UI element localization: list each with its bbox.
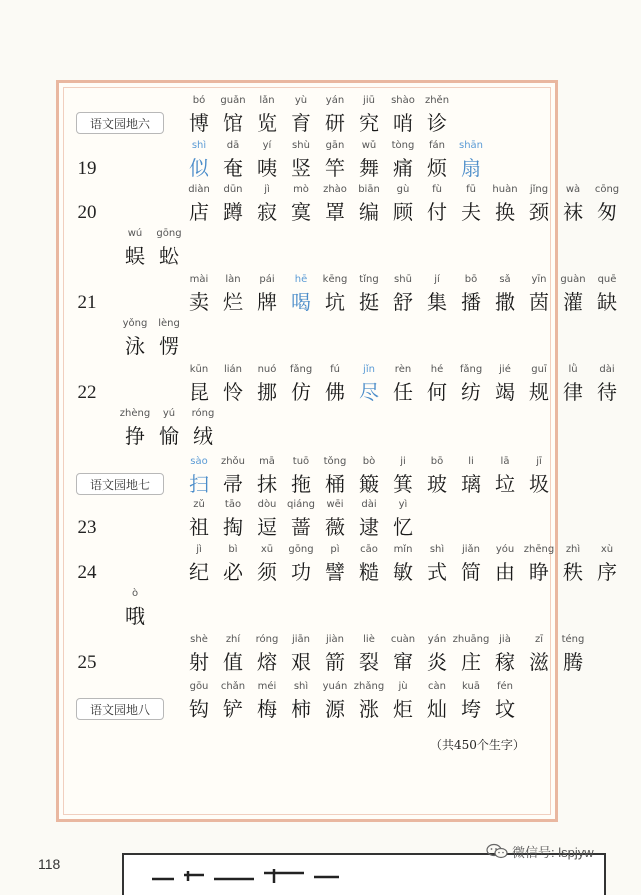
pinyin: fú	[330, 364, 340, 375]
pinyin: zhěn	[424, 95, 450, 106]
hanzi: 怜	[223, 380, 243, 404]
pinyin: wà	[565, 184, 581, 195]
pinyin: yí	[262, 140, 272, 151]
hanzi: 店	[189, 200, 209, 224]
hanzi: 撒	[495, 290, 515, 314]
hanzi: 昆	[189, 380, 209, 404]
pinyin: zǔ	[193, 499, 205, 510]
hanzi: 览	[257, 111, 277, 135]
hanzi: 规	[529, 380, 549, 404]
hanzi: 舒	[393, 290, 413, 314]
pinyin: gōng	[288, 544, 314, 555]
pinyin: hē	[294, 274, 308, 285]
pinyin: téng	[561, 634, 585, 645]
pinyin: liè	[363, 634, 375, 645]
hanzi: 源	[325, 697, 345, 721]
lesson-number: 25	[77, 652, 97, 673]
pinyin: shì	[429, 544, 445, 555]
pinyin: gōu	[189, 681, 209, 692]
hanzi: 育	[291, 111, 311, 135]
pinyin: kuā	[462, 681, 480, 692]
pinyin: yán	[427, 634, 447, 645]
pinyin: yǒng	[122, 318, 148, 329]
pinyin: zhēng	[523, 544, 555, 555]
pinyin: róng	[255, 634, 279, 645]
pinyin: sào	[190, 456, 208, 467]
pinyin: kēng	[322, 274, 348, 285]
pinyin: zhǎng	[353, 681, 385, 692]
pinyin: hé	[430, 364, 444, 375]
wechat-icon	[486, 843, 508, 859]
hanzi: 夫	[461, 200, 481, 224]
pinyin: guǎn	[220, 95, 246, 106]
pinyin: dā	[226, 140, 240, 151]
pinyin: shù	[292, 140, 310, 151]
hanzi: 似	[189, 156, 209, 180]
hanzi: 薇	[325, 515, 345, 539]
hanzi: 蔷	[291, 515, 311, 539]
hanzi: 奄	[223, 156, 243, 180]
pinyin: jǐn	[363, 364, 375, 375]
pinyin: zhǒu	[220, 456, 246, 467]
lesson-number: 24	[77, 562, 97, 583]
pinyin: jī	[536, 456, 542, 467]
pinyin: lǎn	[259, 95, 275, 106]
hanzi: 箕	[393, 472, 413, 496]
hanzi: 任	[393, 380, 413, 404]
pinyin: shū	[394, 274, 412, 285]
hanzi: 律	[563, 380, 583, 404]
hanzi: 诊	[427, 111, 447, 135]
pinyin: zhì	[565, 544, 581, 555]
pinyin: mā	[259, 456, 275, 467]
hanzi: 抹	[257, 472, 277, 496]
pinyin: xū	[260, 544, 274, 555]
hanzi: 熔	[257, 650, 277, 674]
hanzi: 纺	[461, 380, 481, 404]
pinyin: zī	[534, 634, 544, 645]
pinyin: cāo	[360, 544, 378, 555]
hanzi: 玻	[427, 472, 447, 496]
hanzi: 庄	[461, 650, 481, 674]
hanzi: 式	[427, 560, 447, 584]
hanzi: 集	[427, 290, 447, 314]
hanzi: 泳	[125, 334, 145, 358]
hanzi: 待	[597, 380, 617, 404]
pinyin: jiān	[291, 634, 311, 645]
pinyin: fū	[466, 184, 476, 195]
hanzi: 卖	[189, 290, 209, 314]
pinyin: cōng	[594, 184, 620, 195]
pinyin: fén	[496, 681, 513, 692]
pinyin: ò	[131, 588, 139, 599]
pinyin: nuó	[257, 364, 277, 375]
hanzi: 蚣	[159, 244, 179, 268]
hanzi: 挺	[359, 290, 379, 314]
hanzi: 咦	[257, 156, 277, 180]
hanzi: 腾	[563, 650, 583, 674]
pinyin: wǔ	[361, 140, 377, 151]
hanzi: 拖	[291, 472, 311, 496]
hanzi: 功	[291, 560, 311, 584]
hanzi: 垮	[461, 697, 481, 721]
hanzi: 由	[495, 560, 515, 584]
hanzi: 值	[223, 650, 243, 674]
hanzi: 忆	[393, 515, 413, 539]
hanzi: 必	[223, 560, 243, 584]
total-characters-label: （共450个生字）	[430, 738, 525, 752]
pinyin: chǎn	[220, 681, 246, 692]
pinyin: wú	[127, 228, 143, 239]
hanzi: 播	[461, 290, 481, 314]
hanzi: 秩	[563, 560, 583, 584]
pinyin: jǐng	[529, 184, 549, 195]
hanzi: 艰	[291, 650, 311, 674]
hanzi: 敏	[393, 560, 413, 584]
hanzi: 糙	[359, 560, 379, 584]
hanzi: 牌	[257, 290, 277, 314]
pinyin: jià	[499, 634, 511, 645]
pinyin: cuàn	[390, 634, 416, 645]
pinyin: dài	[599, 364, 615, 375]
pinyin: bó	[192, 95, 206, 106]
hanzi: 竿	[325, 156, 345, 180]
hanzi: 竭	[495, 380, 515, 404]
hanzi: 寂	[257, 200, 277, 224]
hanzi: 顾	[393, 200, 413, 224]
lesson-number: 23	[77, 517, 97, 538]
pinyin: tòng	[391, 140, 415, 151]
hanzi: 换	[495, 200, 515, 224]
wechat-watermark	[486, 842, 594, 860]
hanzi: 垃	[495, 472, 515, 496]
lesson-number: 19	[77, 158, 97, 179]
hanzi: 博	[189, 111, 209, 135]
hanzi: 逮	[359, 515, 379, 539]
hanzi: 愉	[159, 424, 179, 448]
hanzi: 绒	[193, 424, 213, 448]
hanzi: 钩	[189, 697, 209, 721]
pinyin: wēi	[326, 499, 344, 510]
hanzi: 缺	[597, 290, 617, 314]
hanzi: 璃	[461, 472, 481, 496]
pinyin: gān	[325, 140, 345, 151]
hanzi: 哦	[125, 604, 145, 628]
hanzi: 馆	[223, 111, 243, 135]
pinyin: tǐng	[359, 274, 379, 285]
pinyin: mò	[293, 184, 309, 195]
pinyin: càn	[428, 681, 446, 692]
hanzi: 簸	[359, 472, 379, 496]
pinyin: zhuāng	[452, 634, 490, 645]
pinyin: tāo	[224, 499, 242, 510]
pinyin: fǎng	[459, 364, 483, 375]
pinyin: sǎ	[499, 274, 511, 285]
pinyin: yán	[325, 95, 345, 106]
pinyin: ji	[400, 456, 406, 467]
watermark-text: 微信号: lspjyw	[512, 844, 594, 860]
hanzi: 坟	[495, 697, 515, 721]
pinyin: gù	[396, 184, 410, 195]
pinyin: rèn	[394, 364, 412, 375]
hanzi: 涨	[359, 697, 379, 721]
pinyin: mǐn	[393, 544, 413, 555]
lesson-number: 22	[77, 382, 97, 403]
pinyin: pì	[330, 544, 340, 555]
pinyin: dūn	[223, 184, 243, 195]
hanzi: 喝	[291, 290, 311, 314]
hanzi: 何	[427, 380, 447, 404]
pinyin: yù	[294, 95, 308, 106]
hanzi: 烂	[223, 290, 243, 314]
hanzi: 哨	[393, 111, 413, 135]
pinyin: lèng	[158, 318, 180, 329]
hanzi: 坑	[325, 290, 345, 314]
hanzi: 炬	[393, 697, 413, 721]
hanzi: 窜	[393, 650, 413, 674]
pinyin: shào	[391, 95, 415, 106]
hanzi: 佛	[325, 380, 345, 404]
hanzi: 须	[257, 560, 277, 584]
hanzi: 灿	[427, 697, 447, 721]
pinyin: mài	[189, 274, 209, 285]
pinyin: yóu	[495, 544, 515, 555]
hanzi: 烦	[427, 156, 447, 180]
hanzi: 罩	[325, 200, 345, 224]
hanzi: 掏	[223, 515, 243, 539]
pinyin: zhí	[225, 634, 241, 645]
hanzi: 睁	[529, 560, 549, 584]
pinyin: dòu	[257, 499, 277, 510]
pinyin: zhào	[323, 184, 347, 195]
pinyin: diàn	[188, 184, 210, 195]
pinyin: yīn	[531, 274, 547, 285]
hanzi: 梅	[257, 697, 277, 721]
pinyin: lǜ	[568, 364, 578, 375]
pinyin: méi	[257, 681, 277, 692]
pinyin: gōng	[156, 228, 182, 239]
hanzi: 研	[325, 111, 345, 135]
pinyin: shè	[190, 634, 208, 645]
hanzi: 圾	[529, 472, 549, 496]
hanzi: 袜	[563, 200, 583, 224]
hanzi: 桶	[325, 472, 345, 496]
hanzi: 扇	[461, 156, 481, 180]
lesson-number: 21	[77, 292, 97, 313]
pinyin: shān	[458, 140, 483, 151]
hanzi: 灌	[563, 290, 583, 314]
hanzi: 简	[461, 560, 481, 584]
pinyin: biān	[358, 184, 380, 195]
pinyin: xù	[600, 544, 614, 555]
hanzi: 挣	[125, 424, 145, 448]
hanzi: 究	[359, 111, 379, 135]
hanzi: 蹲	[223, 200, 243, 224]
pinyin: yì	[398, 499, 408, 510]
pinyin: kūn	[189, 364, 209, 375]
pinyin: yuán	[322, 681, 348, 692]
hanzi: 稼	[495, 650, 515, 674]
hanzi: 匆	[597, 200, 617, 224]
pinyin: bō	[464, 274, 478, 285]
pinyin: fǎng	[289, 364, 313, 375]
pinyin: dài	[361, 499, 377, 510]
pinyin: li	[468, 456, 474, 467]
hanzi: 扫	[189, 472, 209, 496]
page-number: 118	[38, 856, 61, 872]
pinyin: jiàn	[325, 634, 345, 645]
hanzi: 颈	[529, 200, 549, 224]
hanzi: 寞	[291, 200, 311, 224]
hanzi: 炎	[427, 650, 447, 674]
pinyin: bì	[228, 544, 238, 555]
pinyin: jù	[398, 681, 408, 692]
hanzi: 滋	[529, 650, 549, 674]
lesson-number: 20	[77, 202, 97, 223]
hanzi: 尽	[359, 380, 379, 404]
section-badge: 语文园地七	[76, 473, 164, 495]
hanzi: 纪	[189, 560, 209, 584]
pinyin: làn	[225, 274, 241, 285]
pinyin: qiáng	[287, 499, 315, 510]
hanzi: 付	[427, 200, 447, 224]
hanzi: 竖	[291, 156, 311, 180]
pinyin: jì	[264, 184, 270, 195]
pinyin: shì	[293, 681, 309, 692]
pinyin: bò	[362, 456, 376, 467]
section-badge: 语文园地八	[76, 698, 164, 720]
pinyin: guī	[531, 364, 547, 375]
pinyin: jié	[499, 364, 511, 375]
pinyin: jì	[196, 544, 202, 555]
pinyin: jí	[434, 274, 440, 285]
pinyin: pái	[259, 274, 275, 285]
pinyin: fán	[429, 140, 445, 151]
pinyin: lián	[223, 364, 243, 375]
hanzi: 帚	[223, 472, 243, 496]
hanzi: 舞	[359, 156, 379, 180]
pinyin: quē	[597, 274, 617, 285]
hanzi: 逗	[257, 515, 277, 539]
pinyin: shì	[191, 140, 207, 151]
hanzi: 射	[189, 650, 209, 674]
hanzi: 编	[359, 200, 379, 224]
hanzi: 愣	[159, 334, 179, 358]
pinyin: tǒng	[323, 456, 347, 467]
pinyin: jiū	[363, 95, 375, 106]
hanzi: 痛	[393, 156, 413, 180]
section-badge: 语文园地六	[76, 112, 164, 134]
hanzi: 蜈	[125, 244, 145, 268]
pinyin: fù	[432, 184, 442, 195]
pinyin: yú	[162, 408, 176, 419]
pinyin: huàn	[492, 184, 518, 195]
hanzi: 譬	[325, 560, 345, 584]
hanzi: 柿	[291, 697, 311, 721]
pinyin: guàn	[560, 274, 586, 285]
hanzi: 序	[597, 560, 617, 584]
hanzi: 仿	[291, 380, 311, 404]
pinyin: tuō	[292, 456, 310, 467]
pinyin: róng	[191, 408, 215, 419]
hanzi: 挪	[257, 380, 277, 404]
hanzi: 祖	[189, 515, 209, 539]
next-page-title-strokes	[144, 867, 344, 883]
hanzi: 铲	[223, 697, 243, 721]
pinyin: lā	[500, 456, 510, 467]
pinyin: jiǎn	[461, 544, 481, 555]
hanzi: 箭	[325, 650, 345, 674]
hanzi: 裂	[359, 650, 379, 674]
hanzi: 茵	[529, 290, 549, 314]
pinyin: zhèng	[119, 408, 151, 419]
pinyin: bō	[430, 456, 444, 467]
